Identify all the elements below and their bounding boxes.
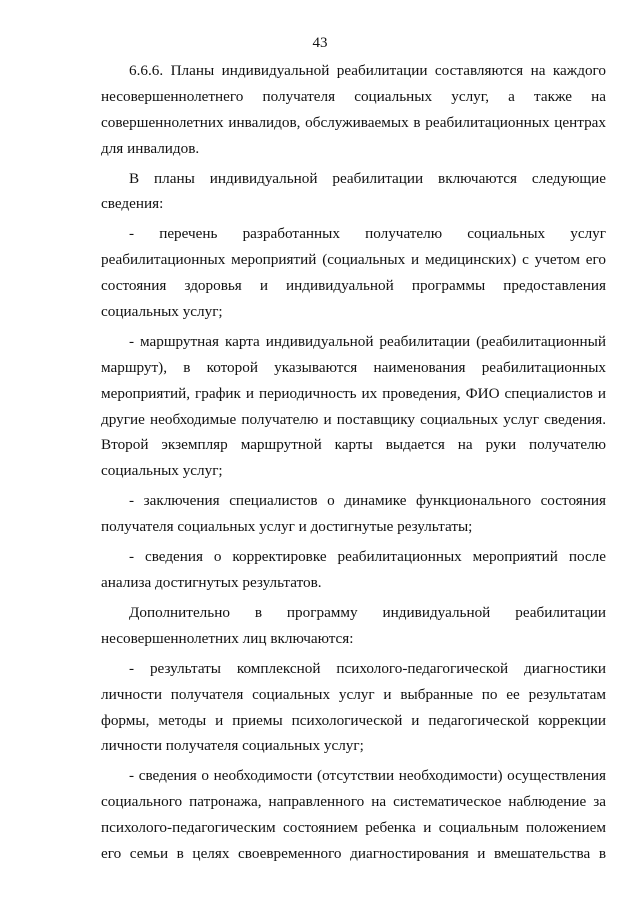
list-item-corrections xyxy=(101,544,606,596)
text-line: формы, методы и приемы психологической и педагогической коррекции xyxy=(101,711,606,729)
text-line: - маршрутная карта индивидуальной реабилитации (реабилитационный xyxy=(129,333,606,350)
text-line: несовершеннолетних лиц включаются: xyxy=(101,629,354,647)
text-line: - сведения о необходимости (отсутствии необходимости) осуществления xyxy=(129,767,606,785)
paragraph-6-6-6 xyxy=(101,58,606,161)
text-line: Второй экземпляр маршрутной карты выдается на руки получателю xyxy=(101,436,606,454)
text-line: состояния здоровья и индивидуальной программы предоставления xyxy=(101,277,606,295)
text-line: мероприятий, график и периодичность их проведения, ФИО специалистов и xyxy=(101,384,606,402)
text-line: социальных услуг; xyxy=(101,302,223,320)
text-line: получателя социальных услуг и достигнутые результаты; xyxy=(101,518,473,536)
text-line: - сведения о корректировке реабилитационных мероприятий после xyxy=(129,548,606,566)
text-line: совершеннолетних инвалидов, обслуживаемых в реабилитационных центрах xyxy=(101,113,606,131)
text-line: его семьи в целях своевременного диагностирования и вмешательства в xyxy=(101,844,606,862)
text-line: психолого-педагогическим состоянием ребенка и социальным положением xyxy=(101,819,606,837)
text-line: - заключения специалистов о динамике функционального состояния xyxy=(129,492,606,510)
list-item-route-map xyxy=(101,329,606,484)
text-line: В планы индивидуальной реабилитации включаются следующие xyxy=(129,169,606,187)
text-line: маршрут), в которой указываются наименования реабилитационных xyxy=(101,358,606,376)
text-line: Дополнительно в программу индивидуальной реабилитации xyxy=(129,604,606,621)
text-line: реабилитационных мероприятий (социальных и медицинских) с учетом его xyxy=(101,251,606,269)
document-body xyxy=(101,58,606,867)
text-line: - перечень разработанных получателю социальных услуг xyxy=(129,225,606,243)
text-line: 6.6.6. Планы индивидуальной реабилитации составляются на каждого xyxy=(129,62,606,79)
text-line: анализа достигнутых результатов. xyxy=(101,573,322,591)
paragraph-additional-minors xyxy=(101,600,606,652)
text-line: сведения: xyxy=(101,195,164,213)
text-line: социальных услуг; xyxy=(101,462,223,480)
text-line: для инвалидов. xyxy=(101,139,200,157)
text-line: личности получателя социальных услуг; xyxy=(101,737,364,755)
list-item-measures xyxy=(101,221,606,324)
text-line: несовершеннолетнего получателя социальных услуг, а также на xyxy=(101,87,606,105)
page-number: 43 xyxy=(312,35,328,51)
text-line: социального патронажа, направленного на систематическое наблюдение за xyxy=(101,793,606,811)
text-line: - результаты комплексной психолого-педагогической диагностики xyxy=(129,659,606,677)
text-line: личности получателя социальных услуг и выбранные по ее результатам xyxy=(101,685,606,703)
list-item-specialist-conclusions xyxy=(101,488,606,540)
list-item-diagnostics xyxy=(101,656,606,759)
paragraph-plan-contents-intro xyxy=(101,166,606,218)
text-line: другие необходимые получателю и поставщику социальных услуг сведения. xyxy=(101,410,606,428)
list-item-social-patronage xyxy=(101,763,606,866)
